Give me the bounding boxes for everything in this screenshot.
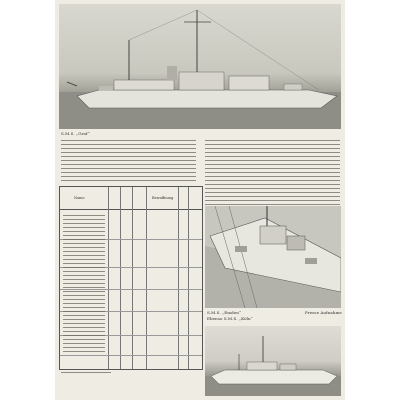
text-column-left [61, 140, 196, 184]
warship-bottom-illustration [205, 326, 341, 396]
caption-middle-sub: Ebenso S.M.S. „Köln“ [207, 316, 253, 321]
table-header-bewaffnung: Bewaffnung [152, 196, 174, 200]
ship-data-table [59, 186, 203, 370]
table-footnote [61, 372, 111, 376]
magazine-page [55, 0, 345, 400]
warship-illustration [59, 4, 341, 129]
cruiser-photo-top [59, 4, 341, 129]
caption-credit: Presse Aufnahme [305, 310, 342, 315]
caption-middle: S.M.S. „Emden“ [207, 310, 242, 315]
cruiser-photo-bottom [205, 326, 341, 396]
cruiser-photo-middle [205, 206, 341, 308]
caption-top: S.M.S. „Graf“ [61, 131, 90, 136]
table-header-name: Name [74, 196, 85, 200]
text-column-right [205, 140, 340, 208]
table-name-column [63, 215, 105, 355]
warship-deck-illustration [205, 206, 341, 308]
